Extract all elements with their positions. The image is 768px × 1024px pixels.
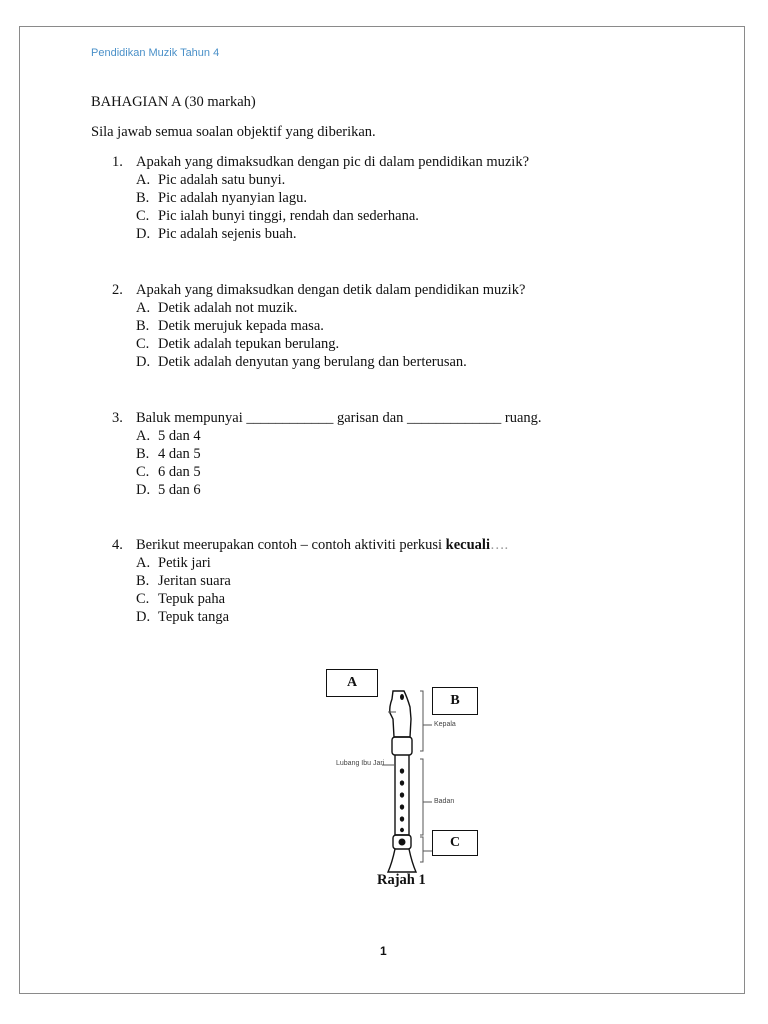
option-letter: B. [136, 318, 150, 334]
question-number: 1. [112, 154, 123, 170]
option-d [112, 481, 712, 499]
question-stem [136, 536, 508, 554]
option-letter: D. [136, 354, 151, 370]
question-2 [112, 281, 712, 371]
document-page [19, 26, 745, 994]
option-letter: D. [136, 482, 151, 498]
option-text: 4 dan 5 [158, 446, 201, 462]
option-a [112, 299, 712, 317]
question-number: 2. [112, 282, 123, 298]
option-text: Pic adalah sejenis buah. [158, 226, 297, 242]
option-d [112, 353, 712, 371]
option-letter: A. [136, 300, 151, 316]
option-text: 5 dan 6 [158, 482, 201, 498]
page-number: 1 [380, 944, 387, 958]
option-letter: C. [136, 336, 150, 352]
label-box-c: C [432, 830, 478, 856]
option-b [112, 317, 712, 335]
option-text: Detik adalah tepukan berulang. [158, 336, 340, 352]
instruction-text: Sila jawab semua soalan objektif yang diberikan. [91, 124, 376, 140]
option-letter: A. [136, 428, 151, 444]
option-text: Detik merujuk kepada masa. [158, 318, 324, 334]
option-letter: C. [136, 208, 150, 224]
option-letter: B. [136, 446, 150, 462]
label-badan: Badan [434, 798, 455, 805]
question-stem: Apakah yang dimaksudkan dengan detik dalam pendidikan muzik? [136, 282, 526, 298]
option-text: Tepuk tanga [158, 609, 230, 625]
option-letter: D. [136, 226, 151, 242]
option-text: Pic ialah bunyi tinggi, rendah dan sederhana. [158, 208, 419, 224]
stem-emphasis: kecuali [445, 537, 490, 553]
recorder-figure [320, 667, 520, 897]
option-c [112, 207, 712, 225]
question-number: 3. [112, 410, 123, 426]
stem-ellipsis: …. [489, 537, 509, 553]
option-text: 6 dan 5 [158, 464, 201, 480]
page-header: Pendidikan Muzik Tahun 4 [91, 47, 220, 59]
option-letter: B. [136, 190, 150, 206]
question-3 [112, 409, 712, 499]
option-letter: D. [136, 609, 151, 625]
figure-caption: Rajah 1 [377, 872, 426, 888]
option-d [112, 225, 712, 243]
option-text: Detik adalah not muzik. [158, 300, 298, 316]
option-text: Jeritan suara [158, 573, 231, 589]
stem-text: Berikut meerupakan contoh – contoh aktiviti perkusi [136, 537, 446, 553]
option-letter: C. [136, 464, 150, 480]
option-text: Detik adalah denyutan yang berulang dan berterusan. [158, 354, 467, 370]
question-number: 4. [112, 537, 123, 553]
question-4 [112, 536, 712, 626]
option-text: Petik jari [158, 555, 211, 571]
option-c [112, 590, 712, 608]
option-letter: B. [136, 573, 150, 589]
option-a [112, 427, 712, 445]
option-a [112, 554, 712, 572]
option-text: Pic adalah nyanyian lagu. [158, 190, 307, 206]
question-stem: Apakah yang dimaksudkan dengan pic di dalam pendidikan muzik? [136, 154, 530, 170]
label-box-b: B [432, 687, 478, 715]
question-1 [112, 153, 712, 243]
label-kepala: Kepala [434, 721, 456, 728]
option-d [112, 608, 712, 626]
option-a [112, 171, 712, 189]
option-letter: A. [136, 172, 151, 188]
option-c [112, 463, 712, 481]
option-letter: C. [136, 591, 150, 607]
option-b [112, 572, 712, 590]
option-b [112, 189, 712, 207]
option-text: Tepuk paha [158, 591, 226, 607]
section-title: BAHAGIAN A (30 markah) [91, 94, 256, 110]
recorder-drawing [320, 667, 520, 897]
option-text: 5 dan 4 [158, 428, 201, 444]
label-lubang-ibu-jari: Lubang Ibu Jari [336, 760, 385, 767]
option-text: Pic adalah satu bunyi. [158, 172, 286, 188]
label-box-a: A [326, 669, 378, 697]
option-letter: A. [136, 555, 151, 571]
option-c [112, 335, 712, 353]
question-stem: Baluk mempunyai ____________ garisan dan _____________ ruang. [136, 410, 542, 426]
option-b [112, 445, 712, 463]
